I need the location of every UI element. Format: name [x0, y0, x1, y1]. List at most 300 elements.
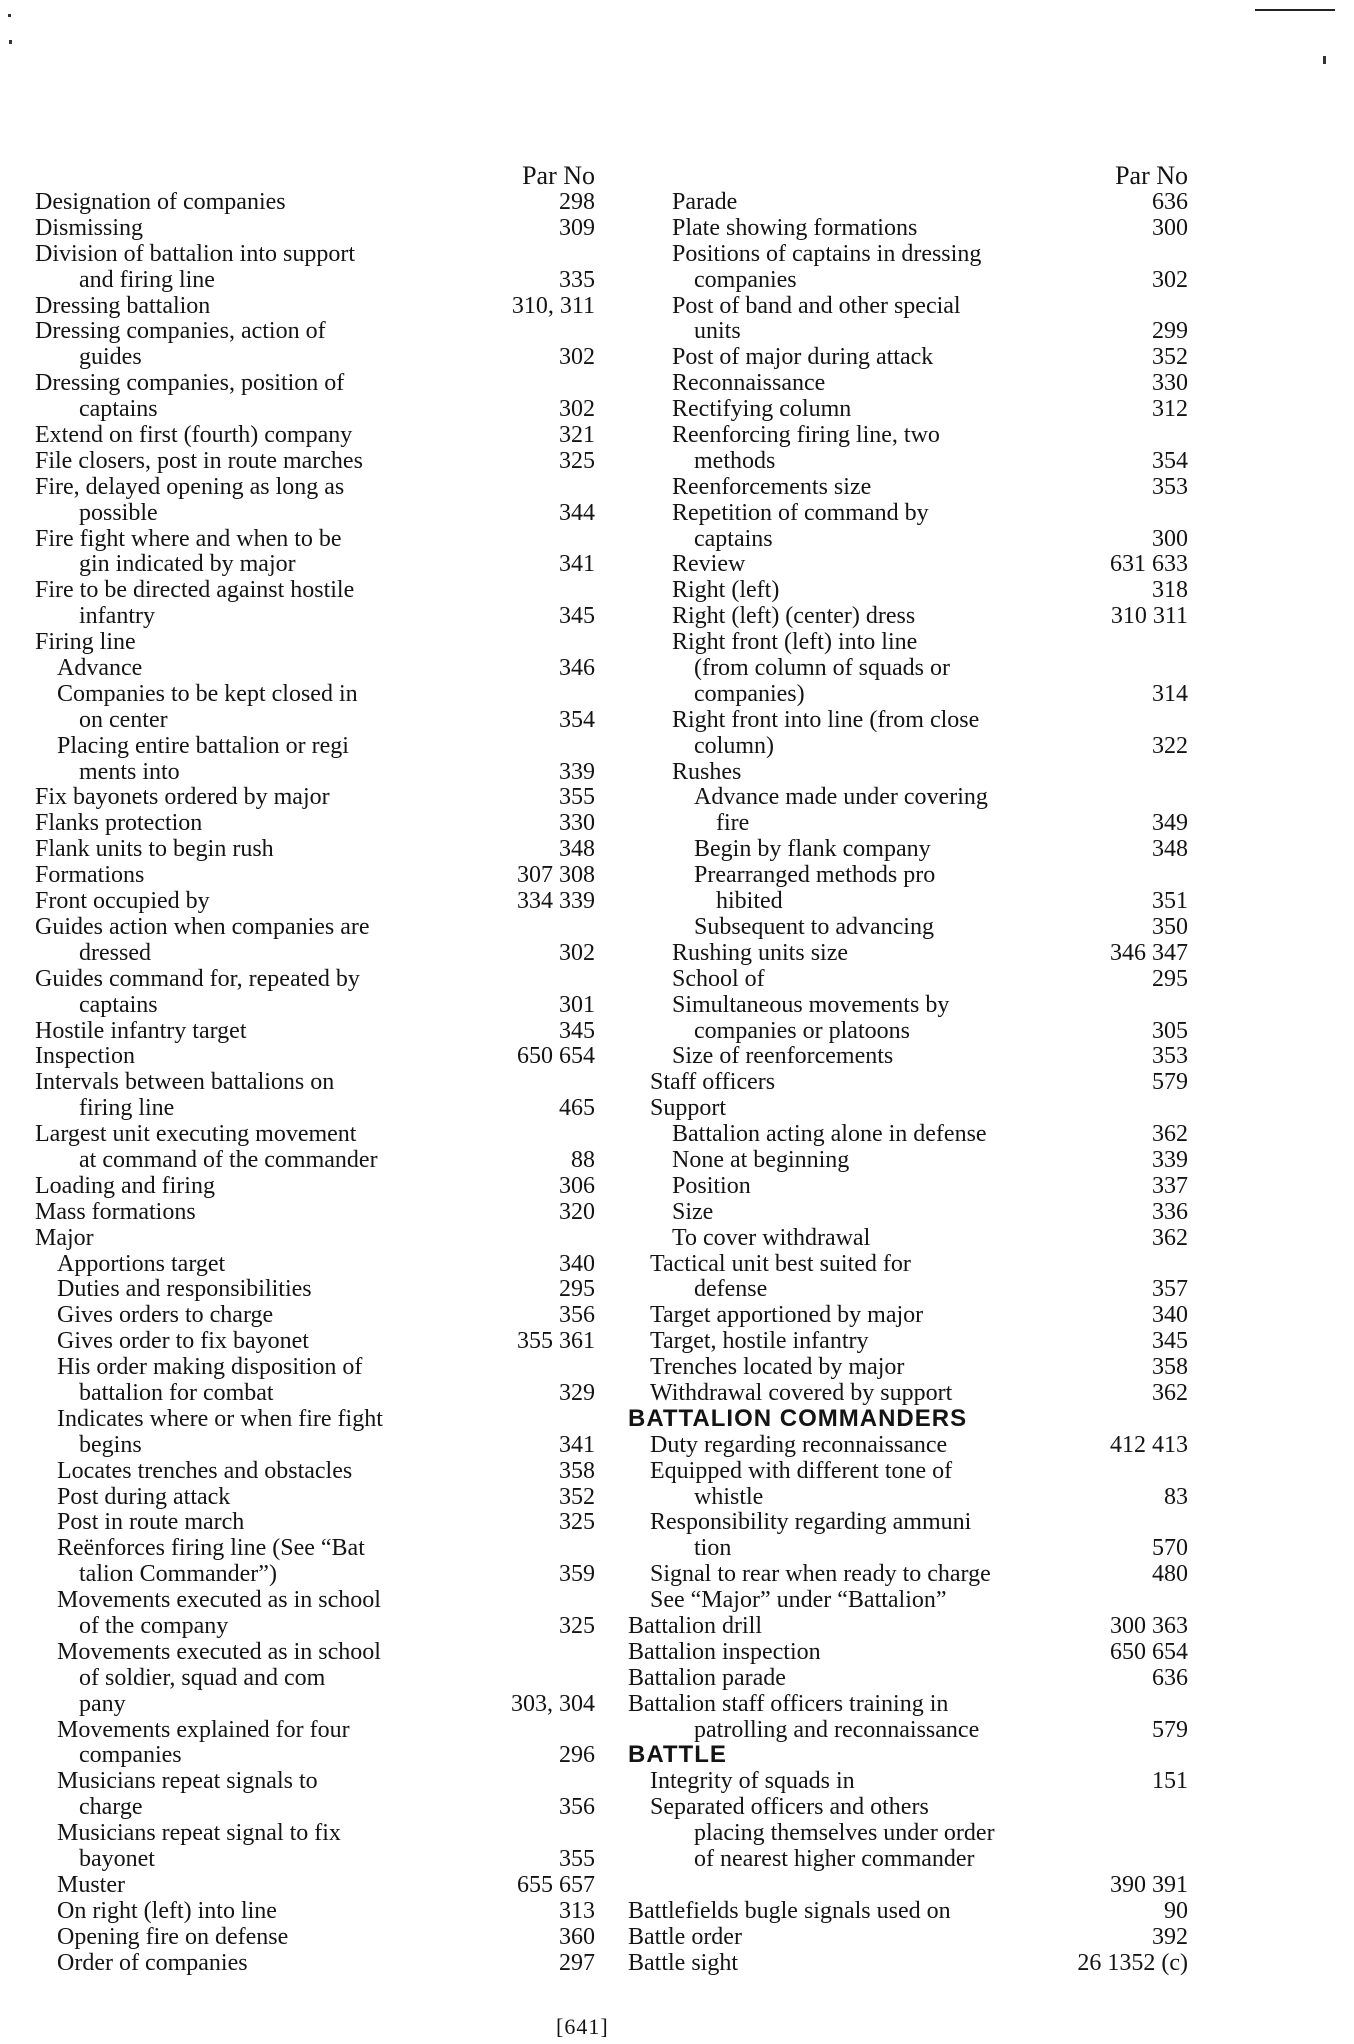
entry-text: ments into [79, 758, 180, 785]
index-entry [35, 474, 595, 500]
entry-text: Trenches located by major [650, 1354, 905, 1381]
entry-text: None at beginning [672, 1146, 850, 1173]
section-heading: BATTLE [628, 1741, 727, 1769]
paragraph-number: 302 [559, 344, 595, 371]
entry-text: Largest unit executing movement [35, 1121, 357, 1148]
entry-text: Post of major during attack [672, 344, 934, 371]
index-entry [628, 1251, 1188, 1277]
paragraph-number: 341 [559, 1431, 595, 1458]
index-entry [628, 1069, 1188, 1095]
index-entry [35, 810, 595, 836]
paragraph-number: 329 [559, 1379, 595, 1406]
index-entry [35, 1406, 595, 1432]
paragraph-number: 352 [1152, 344, 1188, 371]
paragraph-number: 353 [1152, 1043, 1188, 1070]
index-entry [35, 836, 595, 862]
paragraph-number: 354 [1152, 447, 1188, 474]
entry-text: Designation of companies [35, 189, 286, 215]
entry-text: Loading and firing [35, 1172, 215, 1199]
entry-text: Battalion drill [628, 1612, 762, 1639]
index-entry [35, 1380, 595, 1406]
entry-text: Movements executed as in school [57, 1638, 381, 1665]
index-entry [35, 1950, 595, 1976]
index-entry [35, 370, 595, 396]
index-entry [35, 318, 595, 344]
paragraph-number: 300 363 [1110, 1612, 1188, 1639]
entry-text: Flank units to begin rush [35, 836, 274, 863]
paragraph-number: 296 [559, 1742, 595, 1769]
paragraph-number: 650 654 [517, 1043, 595, 1070]
index-entry [35, 1820, 595, 1846]
entry-text: Review [672, 551, 746, 578]
index-entry [628, 1095, 1188, 1121]
entry-text: Advance [57, 655, 143, 682]
index-entry [628, 1587, 1188, 1613]
paragraph-number: 392 [1152, 1923, 1188, 1950]
index-entry [35, 1302, 595, 1328]
index-entry [35, 784, 595, 810]
entry-text: Hostile infantry target [35, 1017, 247, 1044]
entry-text: Size of reenforcements [672, 1043, 894, 1070]
entry-text: Gives orders to charge [57, 1302, 274, 1329]
index-entry [628, 1509, 1188, 1535]
paragraph-number: 295 [559, 1276, 595, 1303]
entry-text: Companies to be kept closed in [57, 680, 358, 707]
paragraph-number: 631 633 [1110, 551, 1188, 578]
paragraph-number: 305 [1152, 1017, 1188, 1044]
index-entry [35, 526, 595, 552]
entry-text: Intervals between battalions on [35, 1069, 335, 1096]
index-entry [35, 914, 595, 940]
index-entry [628, 551, 1188, 577]
paragraph-number: 354 [559, 706, 595, 733]
index-entry [628, 784, 1188, 810]
index-entry [35, 1561, 595, 1587]
index-entry [628, 655, 1188, 681]
index-entry [35, 1794, 595, 1820]
index-entry [628, 344, 1188, 370]
index-entry [35, 629, 595, 655]
entry-text: units [694, 318, 741, 345]
paragraph-number: 303, 304 [511, 1690, 595, 1717]
entry-text: hibited [716, 888, 783, 915]
entry-text: Staff officers [650, 1069, 776, 1096]
paragraph-number: 325 [559, 447, 595, 474]
index-entry [35, 1432, 595, 1458]
entry-text: at command of the commander [79, 1146, 378, 1173]
index-entry [35, 293, 595, 319]
paragraph-number: 90 [1164, 1897, 1188, 1924]
scan-speck [1323, 56, 1326, 64]
index-entry [35, 1458, 595, 1484]
entry-text: Post of band and other special [672, 292, 961, 319]
paragraph-number: 298 [559, 189, 595, 215]
index-entry [35, 1742, 595, 1768]
index-entry [35, 1924, 595, 1950]
index-entry [628, 1717, 1188, 1743]
paragraph-number: 306 [559, 1172, 595, 1199]
index-entry [628, 318, 1188, 344]
entry-text: See “Major” under “Battalion” [650, 1587, 947, 1614]
entry-text: possible [79, 499, 158, 526]
paragraph-number: 465 [559, 1095, 595, 1122]
paragraph-number: 359 [559, 1561, 595, 1588]
paragraph-number: 334 339 [517, 888, 595, 915]
index-entry [35, 1147, 595, 1173]
index-entry [628, 1173, 1188, 1199]
paragraph-number: 355 361 [517, 1328, 595, 1355]
paragraph-number: 358 [559, 1457, 595, 1484]
entry-text: Simultaneous movements by [672, 991, 950, 1018]
entry-text: Battle sight [628, 1949, 738, 1976]
index-entry [35, 241, 595, 267]
index-entry [35, 707, 595, 733]
index-entry [35, 1276, 595, 1302]
entry-text: Order of companies [57, 1949, 248, 1976]
index-entry [628, 1872, 1188, 1898]
paragraph-number: 336 [1152, 1198, 1188, 1225]
paragraph-number: 297 [559, 1949, 595, 1976]
index-entry [628, 1924, 1188, 1950]
index-entry [628, 992, 1188, 1018]
paragraph-number: 358 [1152, 1354, 1188, 1381]
entry-text: Fire, delayed opening as long as [35, 473, 345, 500]
entry-text: Subsequent to advancing [694, 913, 934, 940]
index-entry [35, 1069, 595, 1095]
index-entry [35, 1173, 595, 1199]
index-entry [628, 1276, 1188, 1302]
index-entry [628, 1794, 1188, 1820]
index-entry [628, 1406, 1188, 1432]
entry-text: Locates trenches and obstacles [57, 1457, 353, 1484]
entry-text: Major [35, 1224, 94, 1251]
index-entry [35, 1846, 595, 1872]
entry-text: Firing line [35, 629, 136, 656]
paragraph-number: 344 [559, 499, 595, 526]
paragraph-number: 299 [1152, 318, 1188, 345]
entry-text: methods [694, 447, 776, 474]
left-index-column [35, 163, 595, 1975]
entry-text: Movements executed as in school [57, 1587, 381, 1614]
index-entry [628, 966, 1188, 992]
paragraph-number: 302 [559, 396, 595, 423]
index-entry [35, 1639, 595, 1665]
column-header [628, 163, 1188, 189]
index-entry [628, 1820, 1188, 1846]
entry-text: bayonet [79, 1846, 155, 1872]
entry-text: Separated officers and others [650, 1794, 929, 1821]
entry-text: Duties and responsibilities [57, 1276, 312, 1303]
index-entry [35, 1587, 595, 1613]
entry-text: of soldier, squad and com [79, 1664, 326, 1691]
index-entry [35, 1251, 595, 1277]
index-entry [35, 396, 595, 422]
paragraph-number: 579 [1152, 1069, 1188, 1096]
entry-text: Dressing companies, action of [35, 318, 326, 345]
par-no-heading: Par No [1115, 161, 1188, 190]
index-entry [628, 577, 1188, 603]
entry-text: Battalion parade [628, 1664, 786, 1691]
entry-text: Placing entire battalion or regi [57, 732, 349, 759]
entry-text: Dismissing [35, 214, 144, 241]
index-entry [628, 526, 1188, 552]
paragraph-number: 302 [1152, 266, 1188, 293]
entry-text: To cover withdrawal [672, 1224, 871, 1251]
paragraph-number: 362 [1152, 1121, 1188, 1148]
entry-text: Support [650, 1095, 727, 1122]
index-entry [628, 500, 1188, 526]
entry-text: Fire to be directed against hostile [35, 577, 355, 604]
index-entry [35, 1354, 595, 1380]
paragraph-number: 345 [1152, 1328, 1188, 1355]
index-entry [35, 1121, 595, 1147]
index-entry [35, 500, 595, 526]
entry-text: Guides action when companies are [35, 913, 370, 940]
paragraph-number: 312 [1152, 396, 1188, 423]
paragraph-number: 360 [559, 1923, 595, 1950]
index-entry [628, 629, 1188, 655]
index-entry [628, 1147, 1188, 1173]
index-entry [628, 1458, 1188, 1484]
index-entry [35, 215, 595, 241]
index-entry [628, 215, 1188, 241]
paragraph-number: 353 [1152, 473, 1188, 500]
entry-text: Reënforces firing line (See “Bat [57, 1535, 365, 1562]
index-entry [628, 1613, 1188, 1639]
index-entry [35, 1509, 595, 1535]
paragraph-number: 300 [1152, 525, 1188, 552]
paragraph-number: 350 [1152, 913, 1188, 940]
entry-text: gin indicated by major [79, 551, 296, 578]
paragraph-number: 339 [1152, 1146, 1188, 1173]
index-entry [628, 1354, 1188, 1380]
index-entry [628, 914, 1188, 940]
paragraph-number: 346 [559, 655, 595, 682]
index-entry [628, 370, 1188, 396]
entry-text: Equipped with different tone of [650, 1457, 953, 1484]
entry-text: Fix bayonets ordered by major [35, 784, 330, 811]
entry-text: Right (left) [672, 577, 780, 604]
index-entry [628, 1950, 1188, 1976]
index-entry [35, 603, 595, 629]
entry-text: Reenforcements size [672, 473, 872, 500]
index-entry [628, 1535, 1188, 1561]
entry-text: Flanks protection [35, 810, 203, 837]
paragraph-number: 300 [1152, 214, 1188, 241]
entry-text: Battle order [628, 1923, 742, 1950]
paragraph-number: 307 308 [517, 862, 595, 889]
entry-text: of nearest higher commander [694, 1846, 975, 1872]
paragraph-number: 355 [559, 1846, 595, 1872]
entry-text: begins [79, 1431, 142, 1458]
entry-text: placing themselves under order [694, 1820, 995, 1847]
entry-text: fire [716, 810, 750, 837]
index-entry [628, 1742, 1188, 1768]
right-index-column [628, 163, 1188, 1975]
paragraph-number: 88 [571, 1146, 595, 1173]
entry-text: Post during attack [57, 1483, 231, 1510]
paragraph-number: 322 [1152, 732, 1188, 759]
entry-text: Prearranged methods pro [694, 862, 936, 889]
index-entry [35, 1872, 595, 1898]
paragraph-number: 357 [1152, 1276, 1188, 1303]
entry-text: tion [694, 1535, 732, 1562]
entry-text: Target, hostile infantry [650, 1328, 869, 1355]
index-entry [628, 422, 1188, 448]
paragraph-number: 321 [559, 422, 595, 449]
index-entry [35, 344, 595, 370]
paragraph-number: 339 [559, 758, 595, 785]
index-entry [35, 888, 595, 914]
entry-text: School of [672, 965, 765, 992]
index-entry [628, 448, 1188, 474]
paragraph-number: 579 [1152, 1716, 1188, 1743]
entry-text: whistle [694, 1483, 764, 1510]
entry-text: companies [694, 266, 797, 293]
paragraph-number: 341 [559, 551, 595, 578]
entry-text: Division of battalion into support [35, 240, 355, 267]
index-entry [35, 1095, 595, 1121]
entry-text: Signal to rear when ready to charge [650, 1561, 991, 1588]
index-entry [35, 1717, 595, 1743]
entry-text: Battalion acting alone in defense [672, 1121, 987, 1148]
entry-text: Reenforcing firing line, two [672, 422, 940, 449]
index-entry [628, 1561, 1188, 1587]
index-entry [35, 1898, 595, 1924]
index-entry [35, 966, 595, 992]
entry-text: Indicates where or when fire fight [57, 1405, 383, 1432]
entry-text: Front occupied by [35, 888, 210, 915]
entry-text: Right front into line (from close [672, 706, 980, 733]
index-entry [628, 1302, 1188, 1328]
index-entry [35, 1691, 595, 1717]
paragraph-number: 26 1352 (c) [1077, 1949, 1188, 1976]
paragraph-number: 355 [559, 784, 595, 811]
index-entry [628, 1432, 1188, 1458]
paragraph-number: 318 [1152, 577, 1188, 604]
paragraph-number: 325 [559, 1509, 595, 1536]
entry-text: dressed [79, 939, 151, 966]
paragraph-number: 335 [559, 266, 595, 293]
index-entry [628, 603, 1188, 629]
index-entry [628, 759, 1188, 785]
entry-text: Rushing units size [672, 939, 849, 966]
paragraph-number: 345 [559, 1017, 595, 1044]
index-entry [628, 681, 1188, 707]
entry-text: infantry [79, 603, 155, 630]
index-entry [628, 1018, 1188, 1044]
entry-text: Tactical unit best suited for [650, 1250, 911, 1277]
index-entry [628, 189, 1188, 215]
entry-text: Opening fire on defense [57, 1923, 289, 1950]
paragraph-number: 570 [1152, 1535, 1188, 1562]
column-header [35, 163, 595, 189]
paragraph-number: 301 [559, 991, 595, 1018]
index-entry [628, 396, 1188, 422]
entry-text: Battalion staff officers training in [628, 1690, 949, 1717]
entry-text: Rectifying column [672, 396, 852, 423]
entry-text: On right (left) into line [57, 1897, 277, 1924]
entry-text: Repetition of command by [672, 499, 929, 526]
index-entry [628, 888, 1188, 914]
index-entry [35, 1768, 595, 1794]
index-entry [35, 940, 595, 966]
paragraph-number: 295 [1152, 965, 1188, 992]
index-entry [628, 1768, 1188, 1794]
paragraph-number: 337 [1152, 1172, 1188, 1199]
paragraph-number: 650 654 [1110, 1638, 1188, 1665]
entry-text: Advance made under covering [694, 784, 988, 811]
entry-text: Muster [57, 1871, 125, 1898]
entry-text: Battalion inspection [628, 1638, 821, 1665]
paragraph-number: 348 [1152, 836, 1188, 863]
paragraph-number: 309 [559, 214, 595, 241]
entry-text: Position [672, 1172, 751, 1199]
paragraph-number: 362 [1152, 1379, 1188, 1406]
index-entry [35, 1535, 595, 1561]
entry-text: Right (left) (center) dress [672, 603, 916, 630]
top-edge-rule [1255, 9, 1335, 11]
index-entry [628, 474, 1188, 500]
paragraph-number: 340 [559, 1250, 595, 1277]
entry-text: of the company [79, 1612, 229, 1639]
index-entry [628, 1225, 1188, 1251]
paragraph-number: 356 [559, 1302, 595, 1329]
entry-text: Musicians repeat signals to [57, 1768, 318, 1795]
entry-text: His order making disposition of [57, 1354, 363, 1381]
entry-text: companies or platoons [694, 1017, 910, 1044]
paragraph-number: 320 [559, 1198, 595, 1225]
index-entry [628, 836, 1188, 862]
paragraph-number: 325 [559, 1612, 595, 1639]
entry-text: Reconnaissance [672, 370, 826, 397]
index-entry [35, 862, 595, 888]
entry-text: Musicians repeat signal to fix [57, 1820, 341, 1847]
entry-text: Guides command for, repeated by [35, 965, 360, 992]
entry-text: Parade [672, 189, 738, 215]
index-entry [628, 733, 1188, 759]
entry-text: patrolling and reconnaissance [694, 1716, 980, 1743]
par-no-heading: Par No [522, 161, 595, 190]
paragraph-number: 83 [1164, 1483, 1188, 1510]
entry-text: Formations [35, 862, 145, 889]
entry-text: Right front (left) into line [672, 629, 918, 656]
entry-text: Battlefields bugle signals used on [628, 1897, 951, 1924]
paragraph-number: 356 [559, 1794, 595, 1821]
entry-text: captains [694, 525, 773, 552]
index-entry [35, 1043, 595, 1069]
entry-text: Post in route march [57, 1509, 245, 1536]
index-entry [35, 1613, 595, 1639]
entry-text: Mass formations [35, 1198, 196, 1225]
entry-text: firing line [79, 1095, 175, 1122]
index-entry [35, 1328, 595, 1354]
entry-text: Dressing battalion [35, 292, 211, 319]
index-entry [35, 1484, 595, 1510]
paragraph-number: 151 [1152, 1768, 1188, 1795]
entry-text: Rushes [672, 758, 742, 785]
entry-text: Target apportioned by major [650, 1302, 924, 1329]
page-number: [641] [556, 2014, 609, 2039]
entry-text: battalion for combat [79, 1379, 274, 1406]
index-entry [628, 1898, 1188, 1924]
scan-speck [8, 14, 11, 17]
paragraph-number: 362 [1152, 1224, 1188, 1251]
entry-text: captains [79, 991, 158, 1018]
entry-text: (from column of squads or [694, 655, 950, 682]
entry-text: on center [79, 706, 168, 733]
paragraph-number: 346 347 [1110, 939, 1188, 966]
